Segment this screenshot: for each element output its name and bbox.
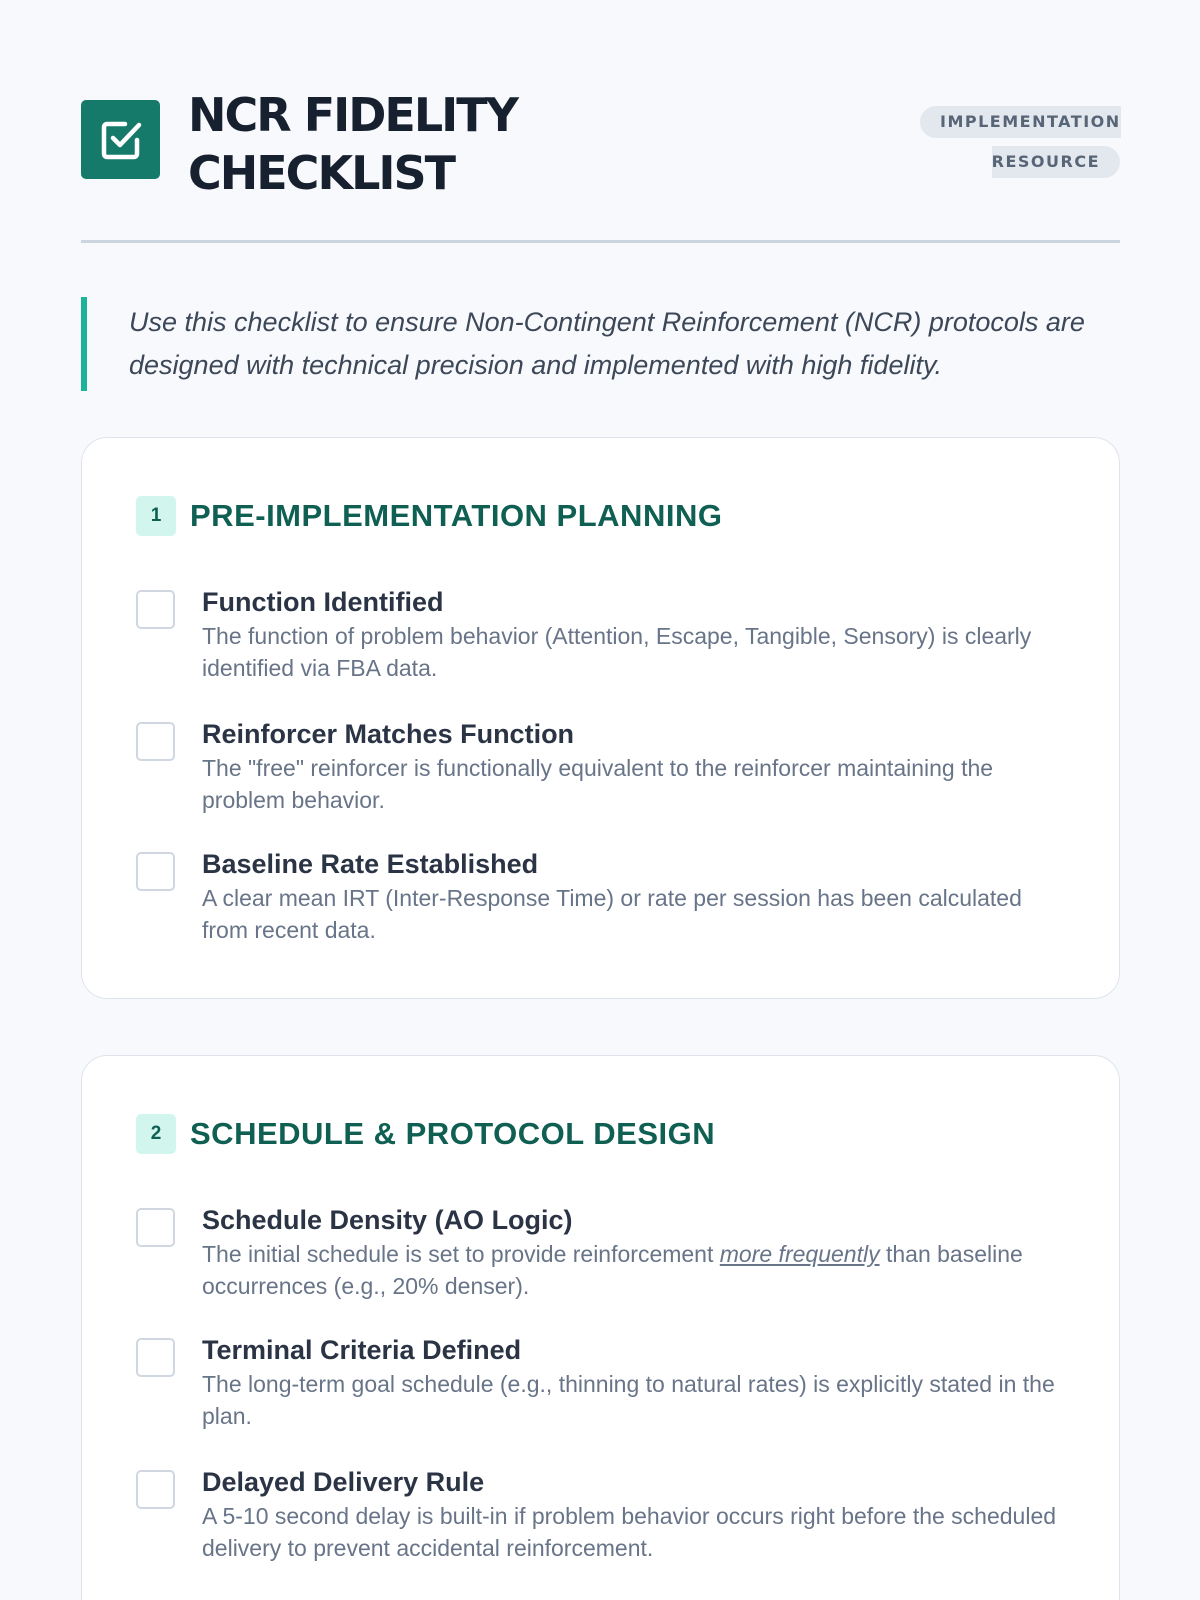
section-card-pre-implementation — [81, 437, 1120, 999]
desc-part-after: than baseline occurrences (e.g., 20% denser). — [202, 1241, 1023, 1299]
section-number: 1 — [136, 496, 176, 536]
checkbox[interactable] — [136, 1208, 175, 1247]
item-title: Function Identified — [202, 587, 444, 617]
badge-line-2: RESOURCE — [992, 146, 1120, 178]
checkbox-check-icon — [97, 116, 145, 164]
section-header — [136, 1114, 715, 1154]
title-line-1: NCR FIDELITY — [188, 88, 517, 142]
item-text — [202, 1332, 1072, 1432]
section-title: PRE-IMPLEMENTATION PLANNING — [190, 498, 723, 533]
item-text — [202, 1464, 1072, 1564]
checkbox[interactable] — [136, 590, 175, 629]
section-number: 2 — [136, 1114, 176, 1154]
item-title: Schedule Density (AO Logic) — [202, 1205, 573, 1235]
item-title: Reinforcer Matches Function — [202, 719, 575, 749]
desc-part-before: The initial schedule is set to provide reinforcement — [202, 1241, 720, 1267]
checkbox[interactable] — [136, 852, 175, 891]
desc-emphasis: more frequently — [719, 1241, 880, 1267]
logo — [81, 100, 160, 179]
item-description: The function of problem behavior (Attention, Escape, Tangible, Sensory) is clearly identified via FBA data. — [202, 623, 1032, 681]
item-description: The "free" reinforcer is functionally equivalent to the reinforcer maintaining the problem behavior. — [202, 755, 994, 813]
item-text — [202, 1202, 1072, 1302]
badge-line-1: IMPLEMENTATION — [920, 106, 1121, 138]
section-card-schedule-design — [81, 1055, 1120, 1600]
resource-badge — [920, 106, 1120, 178]
section-header — [136, 496, 722, 536]
item-title: Baseline Rate Established — [202, 849, 539, 879]
section-title: SCHEDULE & PROTOCOL DESIGN — [190, 1116, 716, 1151]
checkbox[interactable] — [136, 722, 175, 761]
item-title: Delayed Delivery Rule — [202, 1467, 485, 1497]
intro-quote: Use this checklist to ensure Non-Contingent Reinforcement (NCR) protocols are designed with technical precision and implemented with high fidelity. — [81, 297, 1120, 391]
page-title — [188, 86, 628, 202]
item-title: Terminal Criteria Defined — [202, 1335, 522, 1365]
item-description: A clear mean IRT (Inter-Response Time) or rate per session has been calculated from recent data. — [202, 885, 1022, 943]
checkbox[interactable] — [136, 1338, 175, 1377]
item-text — [202, 716, 1072, 816]
header-divider — [81, 240, 1120, 243]
item-description — [202, 1238, 1072, 1302]
header — [81, 86, 1120, 198]
item-description: A 5-10 second delay is built-in if problem behavior occurs right before the scheduled delivery to prevent accidental reinforcement. — [202, 1503, 1057, 1561]
item-text — [202, 584, 1072, 684]
item-description: The long-term goal schedule (e.g., thinning to natural rates) is explicitly stated in the plan. — [202, 1371, 1055, 1429]
title-line-2: CHECKLIST — [188, 146, 455, 200]
checkbox[interactable] — [136, 1470, 175, 1509]
item-text — [202, 846, 1072, 946]
